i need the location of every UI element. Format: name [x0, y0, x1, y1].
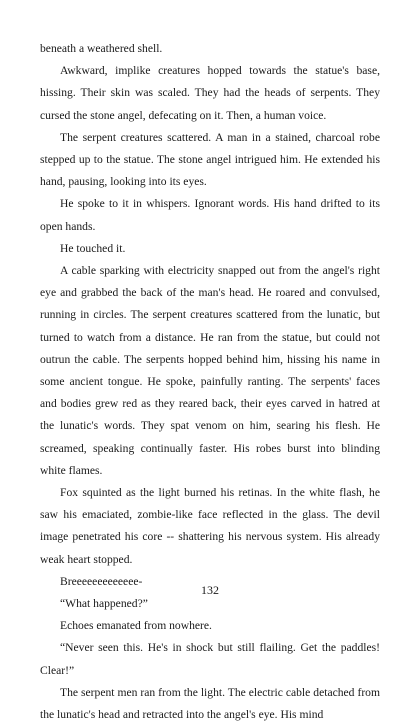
paragraph: Breeeeeeeeeeeee- — [60, 574, 143, 588]
paragraph: The serpent men ran from the light. The electric cable detached from the lunatic's head and retracted into the angel's eye. His mind — [40, 685, 380, 722]
body-text — [40, 38, 380, 726]
paragraph: The serpent creatures scattered. A man in a stained, charcoal robe stepped up to the statue. The stone angel intrigued him. He extended his hand, pausing, looking into its eyes. — [40, 130, 380, 189]
paragraph: Echoes emanated from nowhere. — [60, 619, 212, 633]
paragraph: beneath a weathered shell. — [40, 42, 163, 55]
paragraph: He touched it. — [60, 241, 126, 255]
paragraph: “Never seen this. He's in shock but still flailing. Get the paddles! Clear!” — [40, 641, 380, 677]
paragraph: A cable sparking with electricity snapped out from the angel's right eye and grabbed the back of the man's head. He roared and convulsed, running in circles. The serpent creatures scattered from the lunatic, but turned to watch from a distance. He ran from the statue, but could not outrun the cable. The serpents hopped behind him, hissing his name in some ancient tongue. He spoke, painfully ranting. The serpents' faces and bodies grew red as they reared back, their eyes carved in hatred at the lunatic's words. They spat venom on him, searing his flesh. He screamed, speaking continually faster. His robes burst into blinding white flames. — [40, 264, 380, 477]
paragraph: Awkward, implike creatures hopped towards the statue's base, hissing. Their skin was scaled. They had the heads of serpents. They cursed the stone angel, defecating on it. Then, a human voice. — [40, 64, 380, 122]
paragraph: Fox squinted as the light burned his retinas. In the white flash, he saw his emaciated, zombie-like face reflected in the glass. The devil image penetrated his core -- shattering his nervous system. His already weak heart stopped. — [40, 486, 380, 566]
paragraph: He spoke to it in whispers. Ignorant words. His hand drifted to its open hands. — [40, 197, 380, 233]
paragraph: “What happened?” — [60, 597, 148, 611]
page-number: 132 — [201, 583, 219, 597]
